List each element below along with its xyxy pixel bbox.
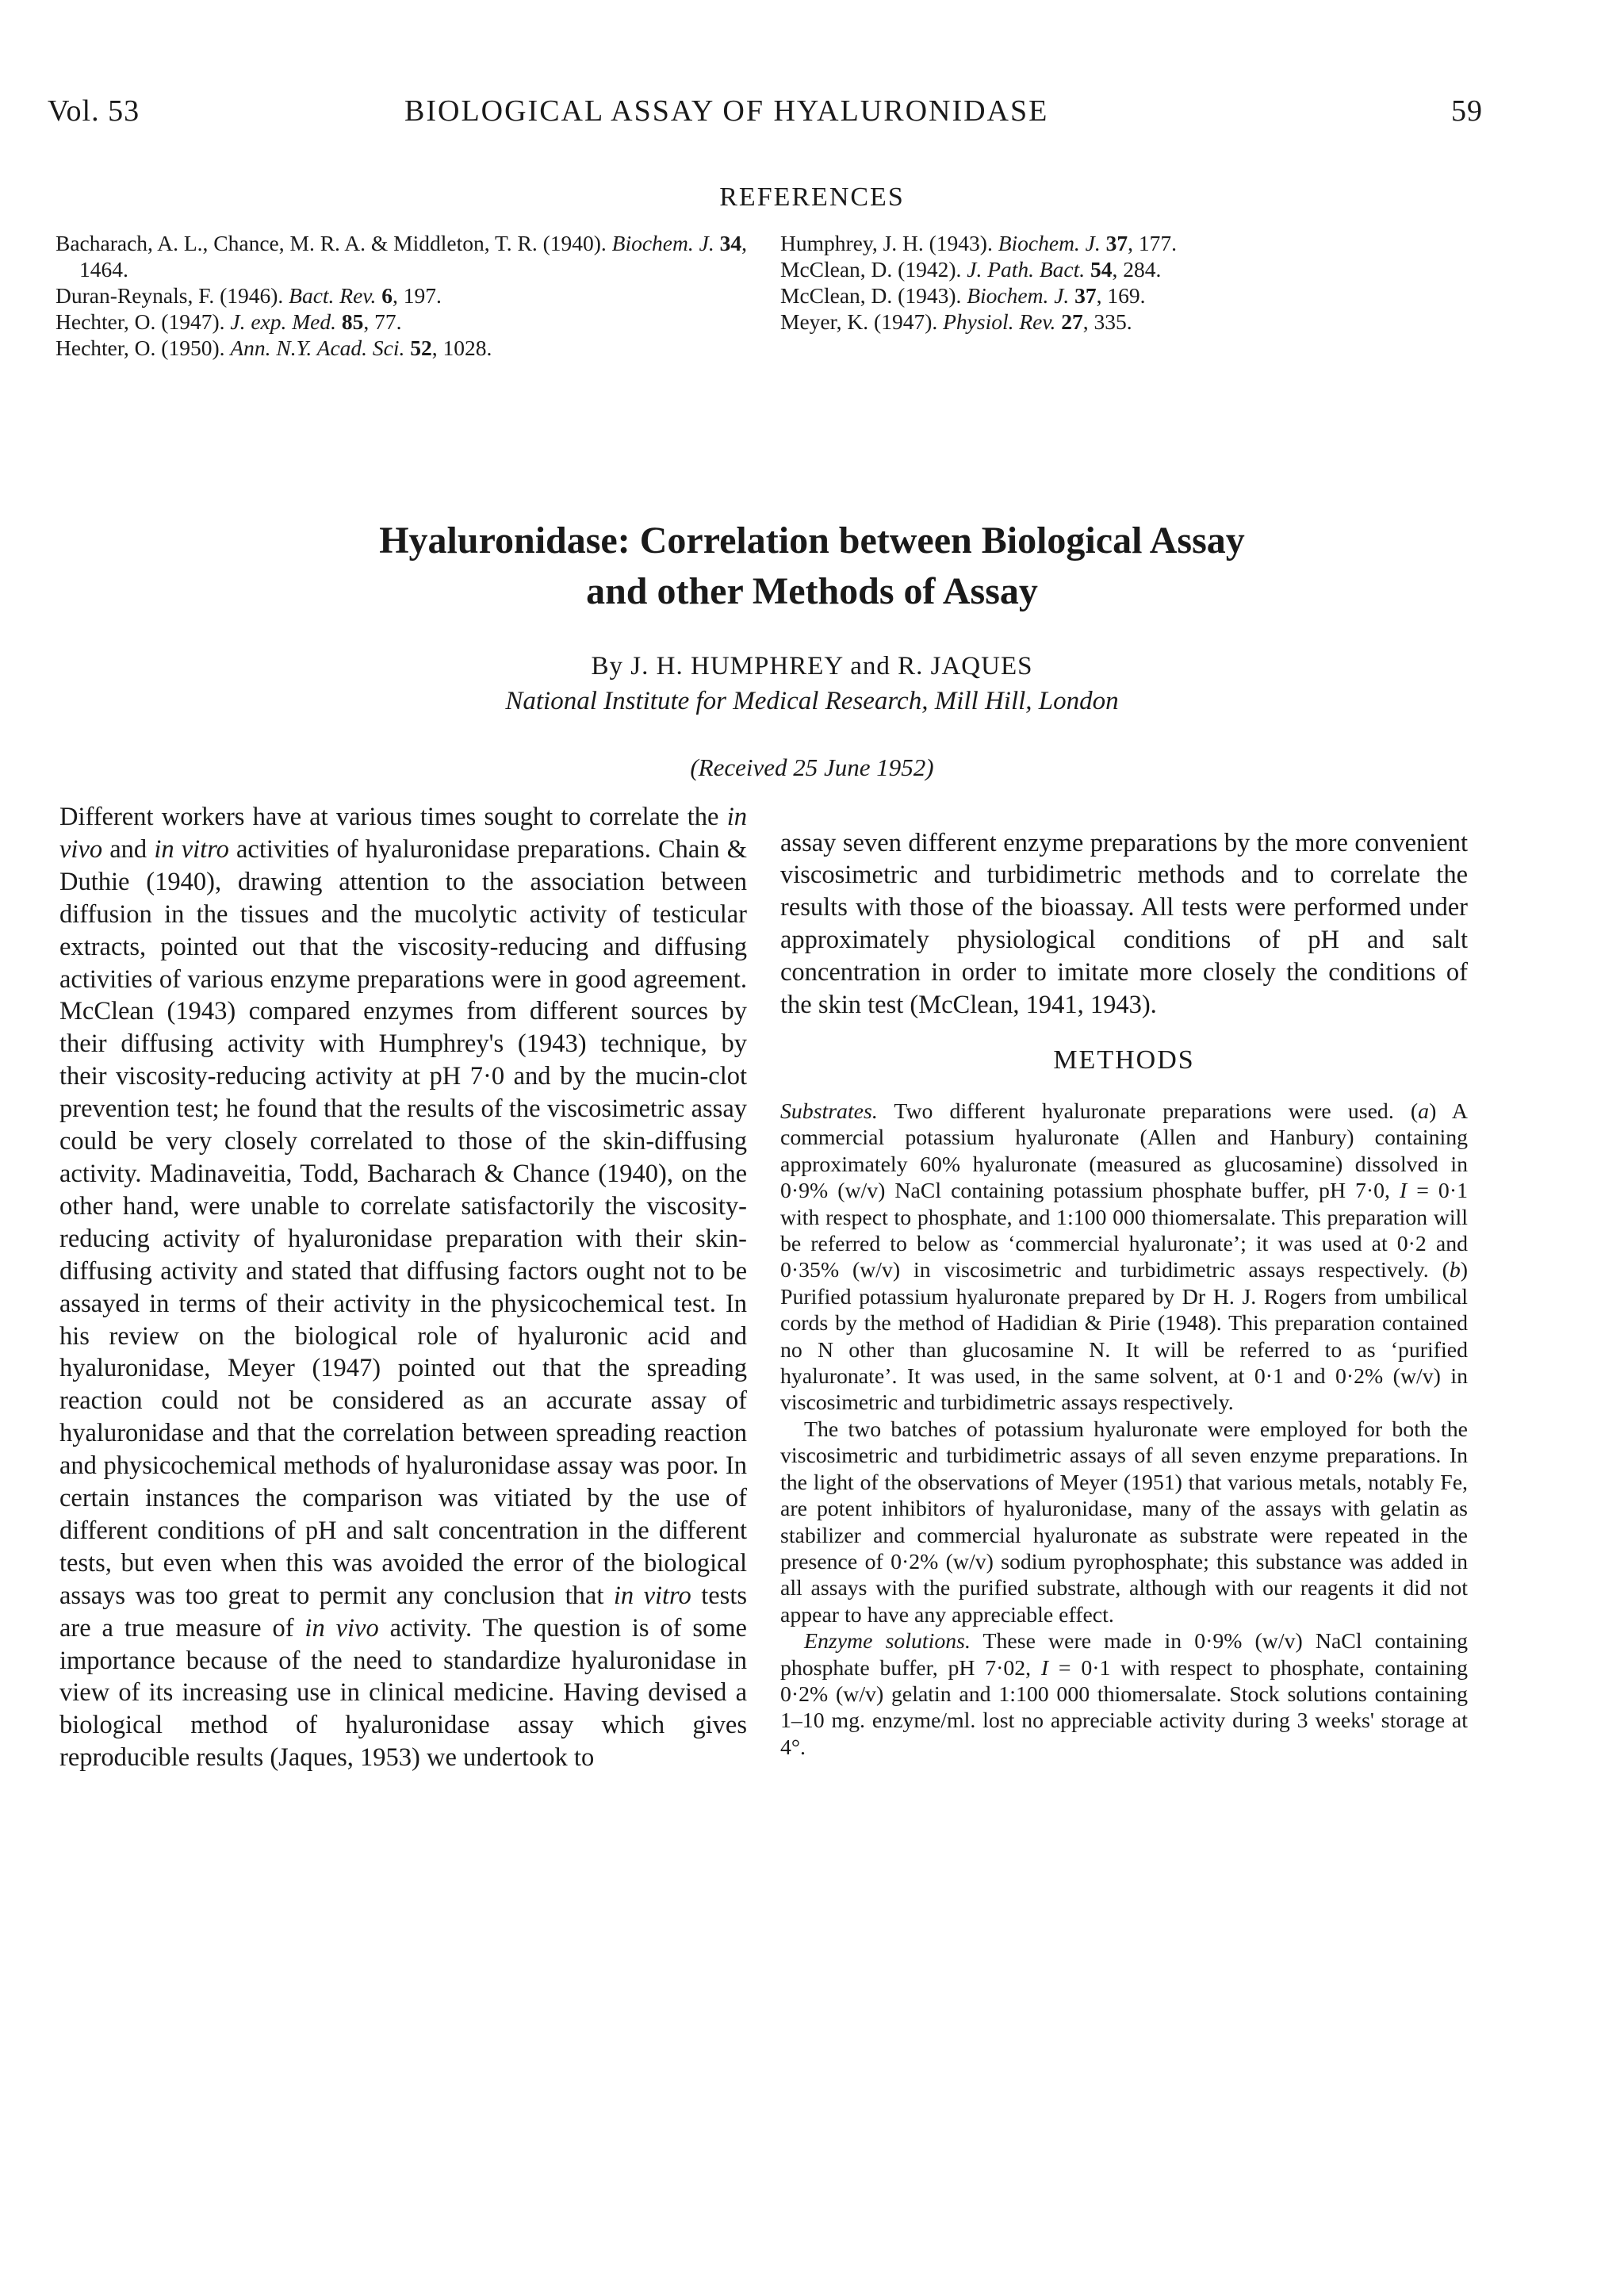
- reference-entry: Hechter, O. (1950). Ann. N.Y. Acad. Sci. 52, 1028.: [56, 335, 492, 360]
- reference-entry: McClean, D. (1943). Biochem. J. 37, 169.: [780, 283, 1146, 308]
- body-right-column: [780, 1098, 1468, 1761]
- byline: By J. H. HUMPHREY and R. JAQUES: [591, 652, 1033, 680]
- reference-entry: Duran-Reynals, F. (1946). Bact. Rev. 6, 197.: [56, 283, 442, 308]
- page-number: 59: [1451, 94, 1483, 128]
- article-title: [0, 516, 1624, 617]
- batches-paragraph: The two batches of potassium hyaluronate were employed for both the viscosimetric and turbidimetric assays of all seven enzyme preparations. In the light of the observations of Meyer (1951) that various metals, notably Fe, are potent inhibitors of hyaluronidase, many of the assays with gelatin as stabilizer and commercial hyaluronate as substrate were repeated in the presence of 0·2% (w/v) sodium pyrophosphate; this substance was added in all assays with the purified substrate, although with our reagents it did not appear to have any appreciable effect.: [780, 1417, 1468, 1627]
- body-right-intro: [780, 801, 1468, 1047]
- references-left-column: [56, 230, 769, 361]
- received-date: (Received 25 June 1952): [690, 753, 934, 781]
- body-left-column: [59, 801, 747, 1774]
- reference-entry: Meyer, K. (1947). Physiol. Rev. 27, 335.: [780, 309, 1132, 334]
- intro-continuation: assay seven different enzyme preparations by the more convenient viscosimetric and turbidimetric methods and to correlate the results with those of the bioassay. All tests were performed under approximately physiological conditions of pH and salt concentration in order to imitate more closely the conditions of the skin test (McClean, 1941, 1943).: [780, 828, 1468, 1020]
- volume-label: Vol. 53: [48, 94, 140, 128]
- reference-entry: Bacharach, A. L., Chance, M. R. A. & Middleton, T. R. (1940). Biochem. J. 34, 1464.: [56, 231, 747, 282]
- running-title: BIOLOGICAL ASSAY OF HYALURONIDASE: [404, 94, 1049, 128]
- reference-entry: Hechter, O. (1947). J. exp. Med. 85, 77.: [56, 309, 402, 334]
- article-title-line: Hyaluronidase: Correlation between Biological Assay: [379, 519, 1245, 562]
- references-heading: REFERENCES: [719, 182, 905, 212]
- intro-paragraph: Different workers have at various times sought to correlate the in vivo and in vitro activities of hyaluronidase preparations. Chain & Duthie (1940), drawing attention to the association between diffusion in the tissues and the mucolytic activity of testicular extracts, pointed out that the viscosity-reducing and diffusing activities of various enzyme preparations were in good agreement. McClean (1943) compared enzymes from different sources by their diffusing activity with Humphrey's (1943) technique, by their viscosity-reducing activity at pH 7·0 and by the mucin-clot prevention test; he found that the results of the viscosimetric assay could be very closely correlated to those of the skin-diffusing activity. Madinaveitia, Todd, Bacharach & Chance (1940), on the other hand, were unable to correlate satisfactorily the viscosity-reducing activity of hyaluronidase preparation with their skin-diffusing activity and stated that diffusing factors ought not to be assayed in terms of their activity in the physicochemical test. In his review on the biological role of hyaluronic acid and hyaluronidase, Meyer (1947) pointed out that the spreading reaction could not be considered as an accurate assay of hyaluronidase and that the correlation between spreading reaction and physicochemical methods of hyaluronidase assay was poor. In certain instances the comparison was vitiated by the use of different conditions of pH and salt concentration in the different tests, but even when this was avoided the error of the biological assays was too great to permit any conclusion that in vitro tests are a true measure of in vivo activity. The question is of some importance because of the need to standardize hyaluronidase in view of its increasing use in clinical medicine. Having devised a biological method of hyaluronidase assay which gives reproducible results (Jaques, 1953) we undertook to: [59, 803, 747, 1773]
- methods-heading: METHODS: [1053, 1045, 1195, 1075]
- article-title-line: and other Methods of Assay: [586, 570, 1038, 612]
- reference-entry: Humphrey, J. H. (1943). Biochem. J. 37, 177.: [780, 231, 1178, 255]
- substrates-paragraph: Substrates. Two different hyaluronate preparations were used. (a) A commercial potassium hyaluronate (Allen and Hanbury) containing approximately 60% hyaluronate (measured as glucosamine) dissolved in 0·9% (w/v) NaCl containing potassium phosphate buffer, pH 7·0, I = 0·1 with respect to phosphate, and 1:100 000 thiomersalate. This preparation will be referred to below as ‘commercial hyaluronate’; it was used at 0·2 and 0·35% (w/v) in viscosimetric and turbidimetric assays respectively. (b) Purified potassium hyaluronate prepared by Dr H. J. Rogers from umbilical cords by the method of Hadidian & Pirie (1948). This preparation contained no N other than glucosamine N. It will be referred to as ‘purified hyaluronate’. It was used, in the same solvent, at 0·1 and 0·2% (w/v) in viscosimetric and turbidimetric assays respectively.: [780, 1099, 1469, 1416]
- reference-entry: McClean, D. (1942). J. Path. Bact. 54, 284.: [780, 257, 1162, 282]
- affiliation: National Institute for Medical Research, Mill Hill, London: [505, 687, 1119, 715]
- enzyme-solutions-paragraph: Enzyme solutions. These were made in 0·9% (w/v) NaCl containing phosphate buffer, pH 7·02, I = 0·1 with respect to phosphate, containing 0·2% (w/v) gelatin and 1:100 000 thiomersalate. Stock solutions containing 1–10 mg. enzyme/ml. lost no appreciable activity during 3 weeks' storage at 4°.: [780, 1629, 1468, 1760]
- references-right-column: [780, 230, 1494, 335]
